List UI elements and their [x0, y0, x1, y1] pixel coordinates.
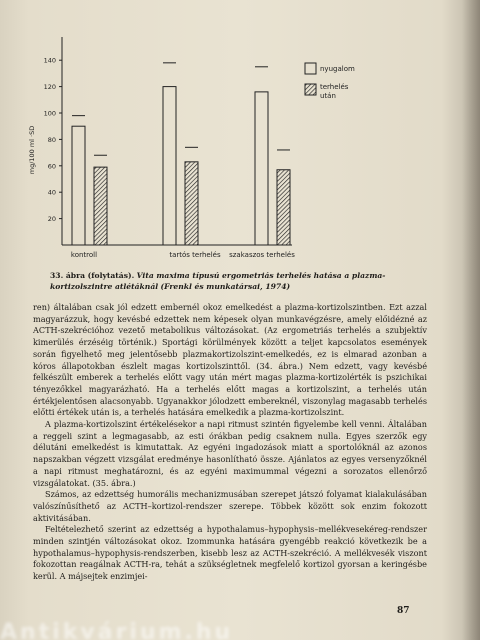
legend: [305, 63, 355, 100]
paragraph: Számos, az edzettség humorális mechanizmusában szerepet játszó folyamat kialakulásában valószínűsíthető az ACTH–kortizol-rendszer szerepe. Többek között sok enzim fokozott aktivitásában.: [33, 489, 427, 523]
body-text: [33, 302, 427, 583]
legend-swatch-nyugalom: [305, 63, 316, 74]
caption-source: (Frenkl és munkatársai, 1974): [160, 282, 291, 291]
figure-caption: [50, 270, 395, 292]
y-tick-label: 20: [47, 215, 56, 224]
y-tick-label: 120: [43, 83, 56, 92]
bar-terheles-utan-0: [94, 167, 107, 245]
y-axis-ticks: [44, 57, 62, 223]
y-tick-label: 100: [43, 109, 56, 118]
bar-chart: [0, 0, 480, 270]
legend-label-terheles-utan: terhelés: [320, 83, 349, 91]
category-label: kontroll: [70, 251, 98, 259]
category-label: szakaszos terhelés: [229, 251, 295, 259]
bar-nyugalom-1: [163, 87, 176, 245]
legend-label-nyugalom: nyugalom: [320, 65, 355, 73]
category-label: tartós terhelés: [169, 251, 221, 259]
y-axis-label: mg/100 ml ·SD: [28, 125, 36, 175]
y-tick-label: 140: [43, 56, 56, 65]
paragraph: A plazma-kortizolszint értékelésekor a napi ritmust szintén figyelembe kell venni. Általában a reggeli szint a legmagasabb, az esti órákban pedig csaknem nulla. Egyes szerzők egy délutáni emelkedést is kimutattak. Az egyéni ingadozások miatt a sportolóknál az azonos napszakban végzett vizsgálat eredménye hasonlítható össze. Ajánlatos az egyes versenyzőknél a napi ritmust meghatározni, és az egyéni maximummal végezni a sorozatos ellenőrző vizsgálatokat. (35. ábra.): [33, 419, 427, 488]
bar-nyugalom-2: [255, 92, 268, 245]
chart-bars: [72, 63, 290, 245]
bar-nyugalom-0: [72, 126, 85, 245]
y-tick-label: 60: [47, 162, 56, 171]
legend-swatch-terheles-utan: [305, 84, 316, 95]
watermark-overlay: Antikvárium.hu: [0, 620, 234, 640]
paragraph: ren) általában csak jól edzett embernél okoz emelkedést a plazma-kortizolszintben. Ezt azzal magyarázzuk, hogy kevésbé edzettek nem képesek olyan munkavégzésre, amely előidézné az ACTH-szekrécióhoz vezető metabolikus változásokat. (Az ergometriás terhelés a szubjektív kimerülés érzéséig történik.) Sportági körülmények között a teljet kapcsolatos események során figyelhető meg jelentősebb plazmakortizolszint-emelkedés, ez is elmarad azonban a kóros állapotokban észlelt magas kortizolszinttől. (34. ábra.) Nem edzett, vagy kevésbé felkészült emberek a terhelés előtt vagy után mért magas plazma-kortizolérték is pszichikai tényezőkkel magyarázható. Ha a terhelés előtt magas a kortizolszint, a terhelés után értékjelentősen alacsonyabb. Ugyanakkor jólodzett embereknél, viszonylag magasabb terhelés előtti értékek után is, a terhelés hatására emelkedik a plazma-kortizolszint.: [33, 302, 427, 418]
page-number: 87: [397, 606, 410, 616]
y-tick-label: 40: [47, 188, 56, 197]
caption-number: 33. ábra (folytatás).: [50, 271, 135, 280]
x-axis-categories: [71, 251, 295, 259]
bar-terheles-utan-1: [185, 162, 198, 245]
caption-text: Vita maxima típusú ergometriás terhelés hatása a plazma-kortizolszintre atlétáknál: [50, 271, 386, 291]
y-tick-label: 80: [47, 135, 56, 144]
legend-label-terheles-utan-2: után: [320, 92, 336, 100]
bar-terheles-utan-2: [277, 170, 290, 245]
paragraph: Feltételezhető szerint az edzettség a hypothalamus–hypophysis–mellékvesekéreg-rendszer minden szintjén változásokat okoz. Izommunka hatására gyengébb reakció következik be a hypothalamus–hypophysis-rendszerben, kisebb lesz az ACTH-szekréció. A mellékvesék viszont fokozottan reagálnak ACTH-ra, tehát a szükségletnek megfelelő kortizol gyorsan a keringésbe kerül. A májsejtek enzimjei-: [33, 524, 427, 582]
